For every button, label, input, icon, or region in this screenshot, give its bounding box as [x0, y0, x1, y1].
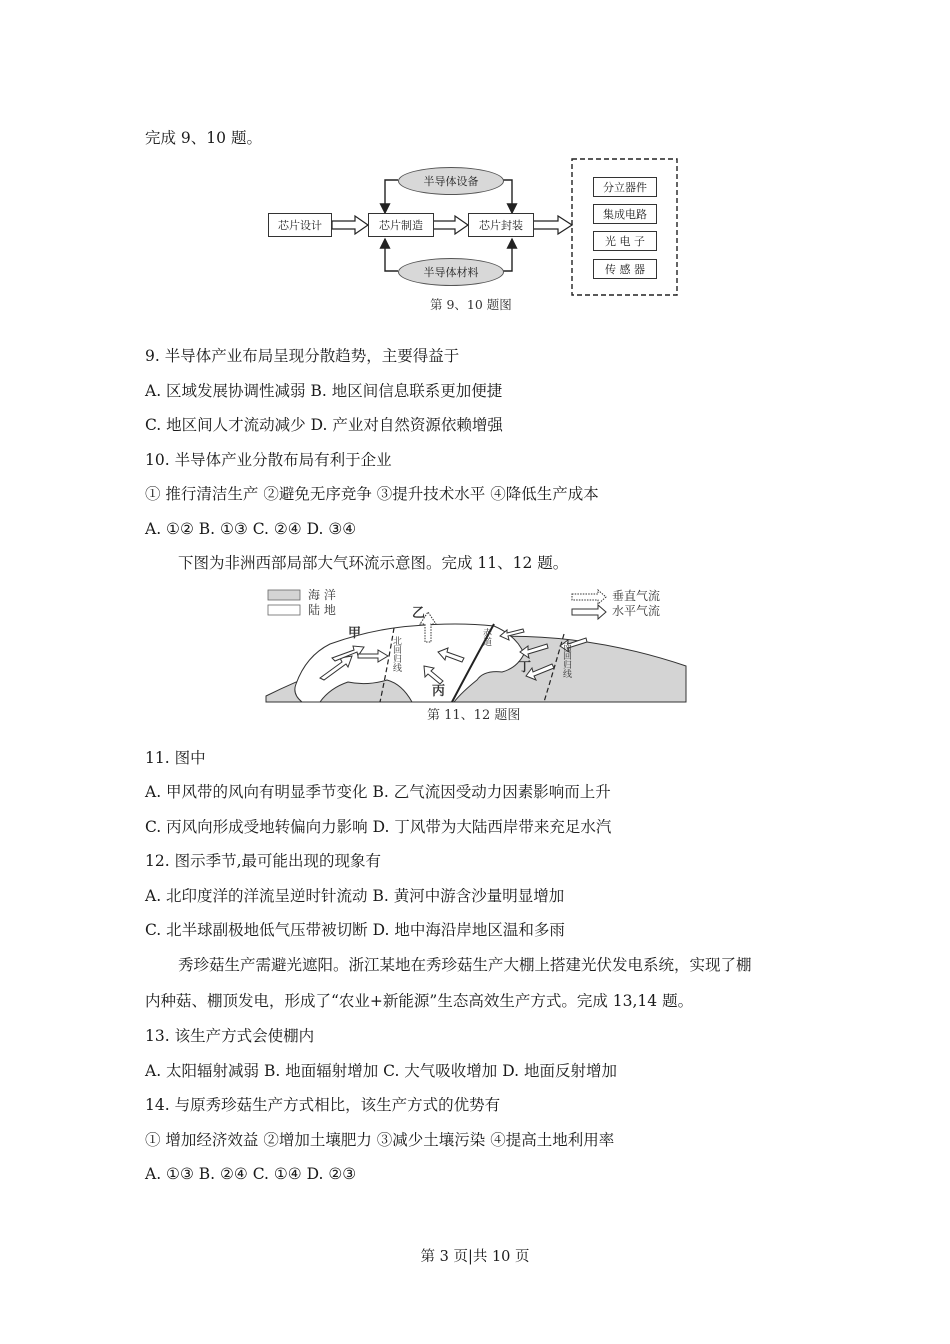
figure-caption-11-12: 第 11、12 题图	[427, 708, 521, 723]
label-yi: 乙	[412, 606, 426, 621]
q10-items: ① 推行清洁生产 ②避免无序竞争 ③提升技术水平 ④降低生产成本	[145, 485, 599, 503]
q12-options-cd: C. 北半球副极地低气压带被切断 D. 地中海沿岸地区温和多雨	[145, 921, 565, 939]
atmospheric-circulation-diagram	[262, 584, 692, 724]
figure-caption-9-10: 第 9、10 题图	[430, 297, 512, 312]
legend-vertical-label: 垂直气流	[612, 589, 661, 603]
q13-options: A. 太阳辐射减弱 B. 地面辐射增加 C. 大气吸收增加 D. 地面反射增加	[145, 1062, 617, 1080]
q14-options: A. ①③ B. ②④ C. ①④ D. ②③	[145, 1165, 357, 1183]
label-bing: 丙	[432, 684, 446, 699]
product-optoelectronics: 光 电 子	[593, 231, 657, 251]
q14-stem: 14. 与原秀珍菇生产方式相比，该生产方式的优势有	[145, 1096, 501, 1114]
product-integrated-circuit: 集成电路	[593, 204, 657, 224]
intro-13-14-line2: 内种菇、棚顶发电，形成了“农业+新能源”生态高效生产方式。完成 13,14 题。	[145, 992, 694, 1010]
q9-options-ab: A. 区域发展协调性减弱 B. 地区间信息联系更加便捷	[145, 382, 503, 400]
product-sensors: 传 感 器	[593, 259, 657, 279]
intro-11-12: 下图为非洲西部局部大气环流示意图。完成 11、12 题。	[178, 554, 569, 572]
q11-options-cd: C. 丙风向形成受地转偏向力影响 D. 丁风带为大陆西岸带来充足水汽	[145, 818, 612, 836]
legend-land-label: 陆 地	[308, 603, 336, 617]
south-tropic-label: 南回归线	[561, 642, 571, 678]
equator-label: 赤道	[481, 628, 491, 646]
semiconductor-flow-diagram	[260, 155, 690, 320]
chip-manufacture-box: 芯片制造	[368, 213, 434, 237]
q9-options-cd: C. 地区间人才流动减少 D. 产业对自然资源依赖增强	[145, 416, 503, 434]
legend-ocean-label: 海 洋	[308, 588, 336, 602]
intro-13-14-line1: 秀珍菇生产需避光遮阳。浙江某地在秀珍菇生产大棚上搭建光伏发电系统，实现了棚	[178, 956, 752, 974]
q12-stem: 12. 图示季节,最可能出现的现象有	[145, 852, 382, 870]
semiconductor-materials-oval: 半导体材料	[398, 258, 504, 286]
label-ding: 丁	[518, 660, 532, 675]
product-discrete-devices: 分立器件	[593, 177, 657, 197]
q13-stem: 13. 该生产方式会使棚内	[145, 1027, 315, 1045]
q9-stem: 9. 半导体产业布局呈现分散趋势，主要得益于	[145, 347, 460, 365]
chip-design-box: 芯片设计	[268, 213, 332, 237]
chip-package-box: 芯片封装	[468, 213, 534, 237]
semiconductor-equipment-oval: 半导体设备	[398, 167, 504, 195]
q11-stem: 11. 图中	[145, 749, 206, 767]
label-jia: 甲	[348, 626, 362, 641]
north-tropic-label: 北回归线	[391, 636, 401, 672]
q10-stem: 10. 半导体产业分散布局有利于企业	[145, 451, 392, 469]
page-footer: 第 3 页|共 10 页	[420, 1249, 530, 1265]
legend-horizontal-label: 水平气流	[612, 604, 661, 618]
q14-items: ① 增加经济效益 ②增加土壤肥力 ③减少土壤污染 ④提高土地利用率	[145, 1131, 615, 1149]
q12-options-ab: A. 北印度洋的洋流呈逆时针流动 B. 黄河中游含沙量明显增加	[145, 887, 565, 905]
q10-options: A. ①② B. ①③ C. ②④ D. ③④	[145, 520, 357, 538]
intro-9-10: 完成 9、10 题。	[145, 129, 262, 147]
q11-options-ab: A. 甲风带的风向有明显季节变化 B. 乙气流因受动力因素影响而上升	[145, 783, 611, 801]
